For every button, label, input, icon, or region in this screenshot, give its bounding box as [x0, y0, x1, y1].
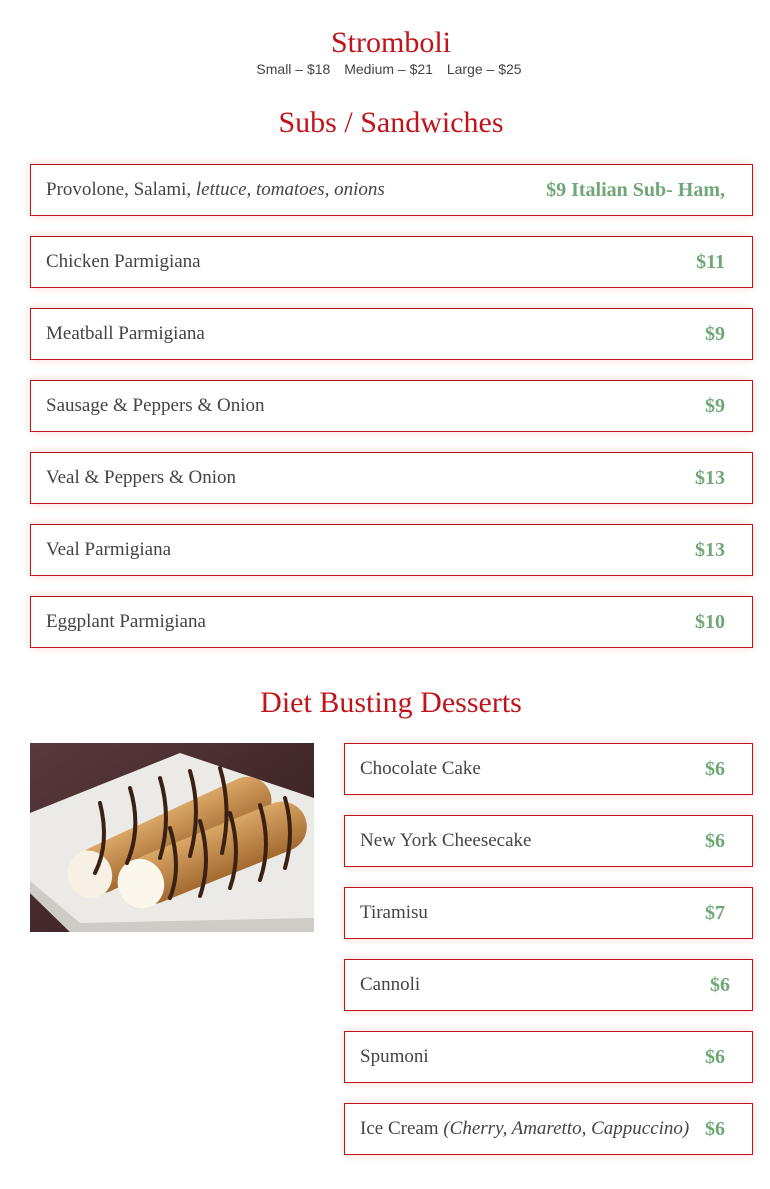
item-name: Spumoni	[360, 1046, 429, 1067]
menu-item-cannoli[interactable]	[344, 959, 753, 1011]
menu-item-tiramisu[interactable]	[344, 887, 753, 939]
menu-item-meatball-parmigiana[interactable]	[30, 308, 753, 360]
item-name: Veal & Peppers & Onion	[46, 467, 236, 488]
item-name: Eggplant Parmigiana	[46, 611, 206, 632]
size-medium: Medium – $21	[344, 61, 433, 77]
item-price: $7	[705, 902, 725, 924]
item-name: Chicken Parmigiana	[46, 251, 201, 272]
item-price: $6	[705, 1118, 725, 1140]
stromboli-title: Stromboli	[330, 26, 451, 59]
cannoli-image-icon	[30, 743, 314, 932]
item-name	[46, 179, 385, 201]
menu-item-chocolate-cake[interactable]	[344, 743, 753, 795]
size-small: Small – $18	[256, 61, 331, 77]
menu-item-veal-peppers[interactable]	[30, 452, 753, 504]
item-price: $6	[705, 1046, 725, 1068]
item-name	[360, 1118, 689, 1140]
item-name-main: Ice Cream	[360, 1118, 444, 1139]
menu-item-veal-parmigiana[interactable]	[30, 524, 753, 576]
item-price: $9	[705, 323, 725, 345]
size-large: Large – $25	[446, 61, 522, 77]
cannoli-photo	[30, 743, 314, 932]
item-price: $11	[696, 251, 725, 273]
item-price: $9	[705, 395, 725, 417]
menu-item-eggplant-parmigiana[interactable]	[30, 596, 753, 648]
item-name: Tiramisu	[360, 902, 428, 923]
item-detail: lettuce, tomatoes, onions	[195, 179, 385, 200]
item-price: $9 Italian Sub- Ham,	[546, 179, 725, 201]
item-name: Cannoli	[360, 974, 421, 995]
stromboli-sizes	[0, 61, 770, 77]
item-price: $6	[710, 974, 730, 996]
item-name: Veal Parmigiana	[46, 539, 172, 560]
item-name-main: Provolone, Salami,	[46, 179, 196, 200]
item-price: $13	[695, 467, 725, 489]
menu-item-chicken-parmigiana[interactable]	[30, 236, 753, 288]
item-name: Meatball Parmigiana	[46, 323, 205, 344]
menu-item-sausage-peppers[interactable]	[30, 380, 753, 432]
item-detail: (Cherry, Amaretto, Cappuccino)	[443, 1118, 690, 1139]
item-price: $6	[705, 758, 725, 780]
item-price: $10	[695, 611, 725, 633]
subs-title: Subs / Sandwiches	[278, 106, 504, 139]
item-name: Chocolate Cake	[360, 758, 481, 779]
menu-item-cheesecake[interactable]	[344, 815, 753, 867]
item-price: $6	[705, 830, 725, 852]
item-name: New York Cheesecake	[360, 830, 532, 851]
item-price: $13	[695, 539, 725, 561]
desserts-title: Diet Busting Desserts	[260, 686, 522, 719]
menu-item-spumoni[interactable]	[344, 1031, 753, 1083]
menu-item-italian-sub[interactable]	[30, 164, 753, 216]
menu-item-ice-cream[interactable]	[344, 1103, 753, 1155]
item-name: Sausage & Peppers & Onion	[46, 395, 265, 416]
